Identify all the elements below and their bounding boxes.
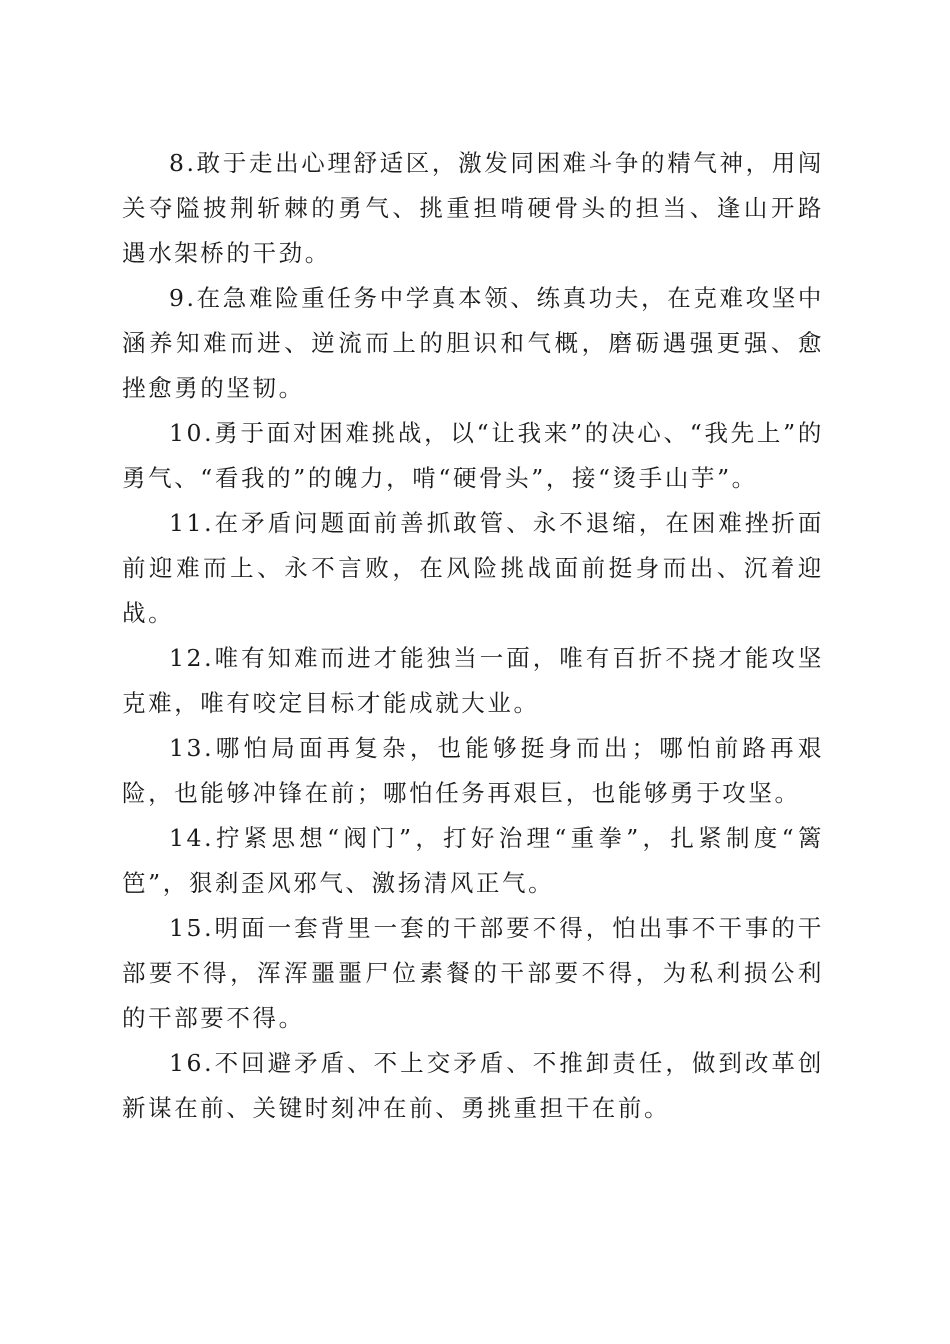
paragraph-9: 9.在急难险重任务中学真本领、练真功夫，在克难攻坚中涵养知难而进、逆流而上的胆识和气概，磨砺遇强更强、愈挫愈勇的坚韧。 — [122, 284, 824, 402]
paragraph-14: 14.拧紧思想“阀门”，打好治理“重拳”，扎紧制度“篱笆”，狠刹歪风邪气、激扬清风正气。 — [122, 824, 824, 897]
document-body — [122, 141, 824, 1131]
paragraph-11: 11.在矛盾问题面前善抓敢管、永不退缩，在困难挫折面前迎难而上、永不言败，在风险挑战面前挺身而出、沉着迎战。 — [122, 509, 824, 627]
paragraph-15: 15.明面一套背里一套的干部要不得，怕出事不干事的干部要不得，浑浑噩噩尸位素餐的干部要不得，为私利损公利的干部要不得。 — [122, 914, 824, 1032]
paragraph-16: 16.不回避矛盾、不上交矛盾、不推卸责任，做到改革创新谋在前、关键时刻冲在前、勇挑重担干在前。 — [122, 1049, 824, 1122]
paragraph-12: 12.唯有知难而进才能独当一面，唯有百折不挠才能攻坚克难，唯有咬定目标才能成就大业。 — [122, 644, 824, 717]
paragraph-13: 13.哪怕局面再复杂，也能够挺身而出；哪怕前路再艰险，也能够冲锋在前；哪怕任务再艰巨，也能够勇于攻坚。 — [122, 734, 824, 807]
paragraph-8: 8.敢于走出心理舒适区，激发同困难斗争的精气神，用闯关夺隘披荆斩棘的勇气、挑重担啃硬骨头的担当、逢山开路遇水架桥的干劲。 — [122, 149, 824, 267]
paragraph-10: 10.勇于面对困难挑战，以“让我来”的决心、“我先上”的勇气、“看我的”的魄力，啃“硬骨头”，接“烫手山芋”。 — [122, 419, 824, 492]
